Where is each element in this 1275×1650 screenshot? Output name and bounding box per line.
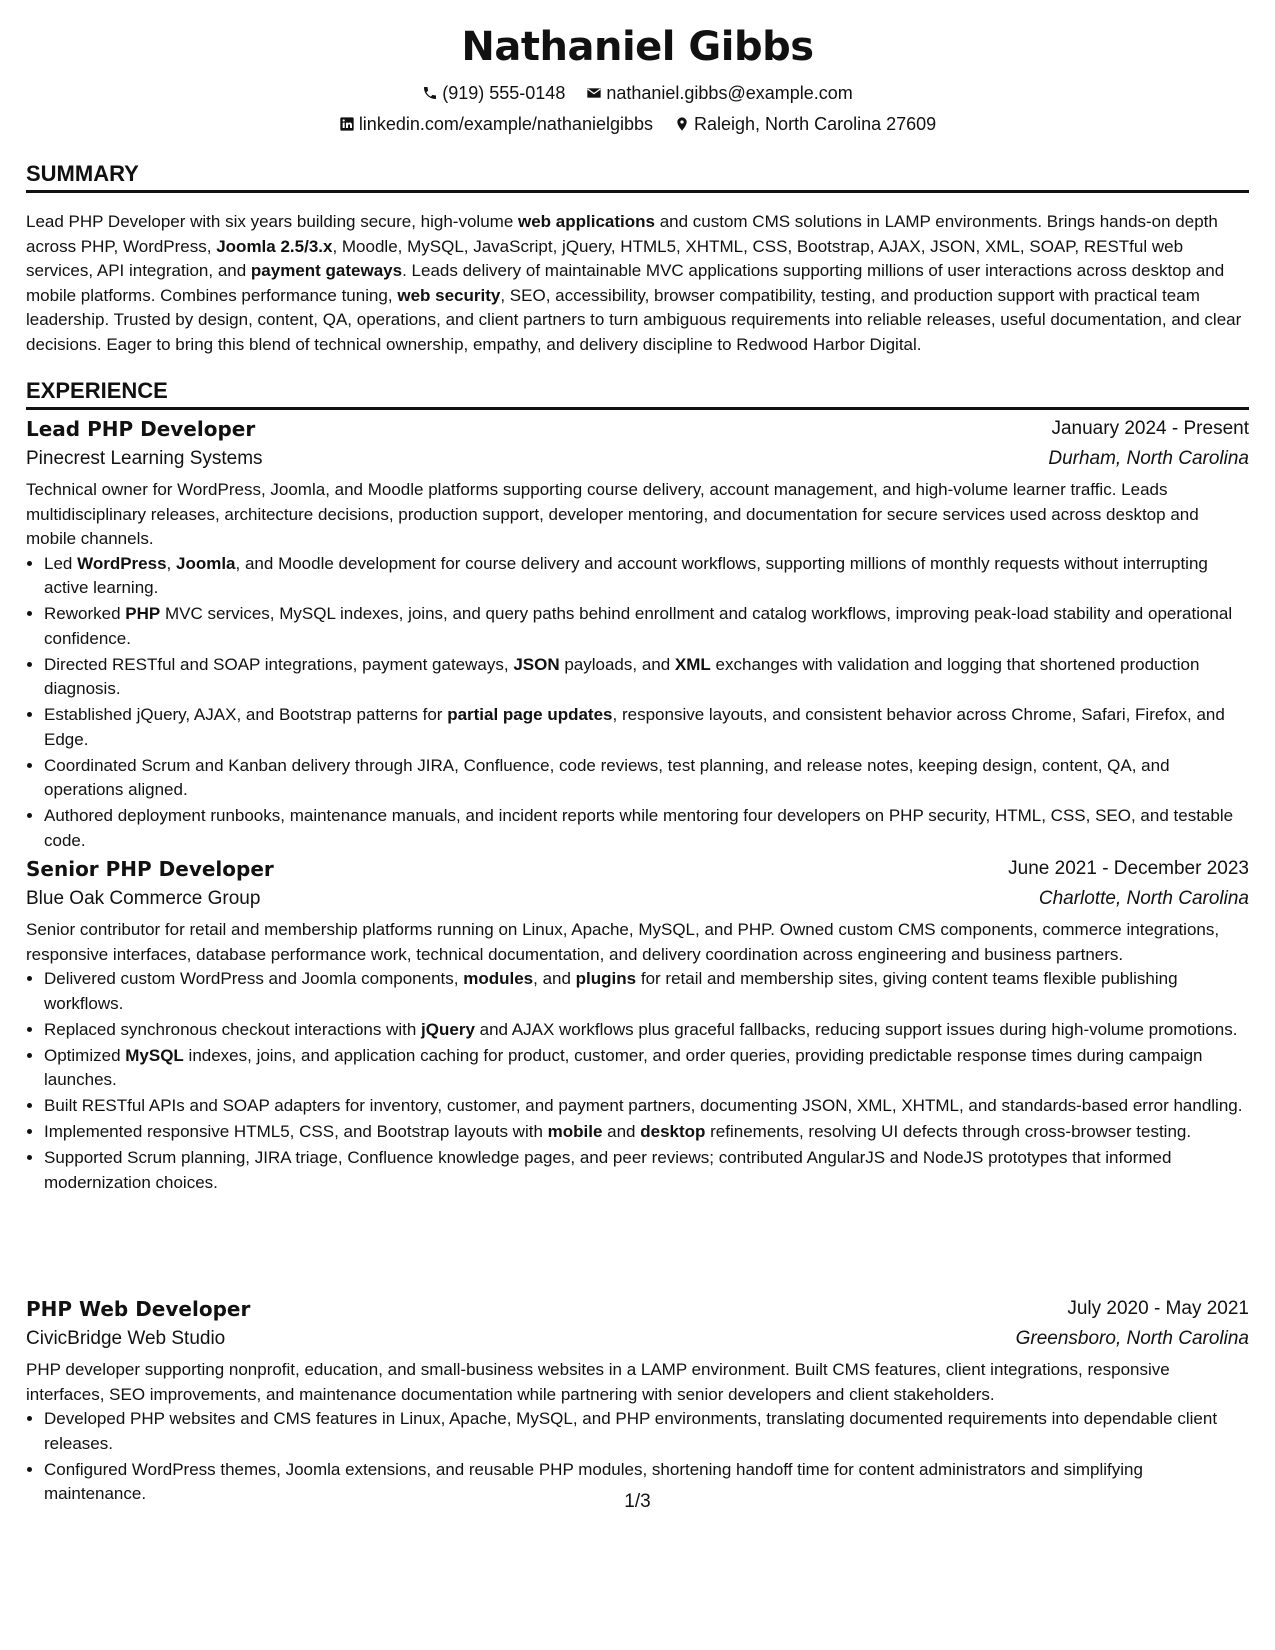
job-bullet [44, 602, 1249, 651]
text-run: Supported Scrum planning, JIRA triage, Confluence knowledge pages, and peer reviews; contributed AngularJS and NodeJS prototypes that informed modernization choices. [44, 1148, 1172, 1192]
text-run: , and [533, 969, 576, 988]
mail-icon [586, 85, 602, 101]
job-bullet-list [26, 967, 1249, 1195]
job-entry [26, 414, 1249, 855]
job-title: Senior PHP Developer [26, 857, 274, 881]
job-bullet [44, 1094, 1249, 1119]
job-bullet [44, 1120, 1249, 1145]
emphasis-text: jQuery [421, 1019, 475, 1039]
emphasis-text: MySQL [125, 1045, 184, 1065]
linkedin-icon [339, 116, 355, 132]
text-run: , SEO, accessibility, browser compatibility, testing, and production support with practical team leadership. Trusted by design, content, QA, operations, and client partners to turn ambiguous requirements into reliable releases, useful documentation, and clear decisions. Eager to bring this blend of technical ownership, empathy, and delivery discipline to Redwood Harbor Digital. [26, 285, 1242, 354]
emphasis-text: modules [463, 969, 534, 988]
text-run: for retail and membership sites, giving content teams flexible publishing workflows. [44, 969, 1178, 1013]
emphasis-text: WordPress [77, 553, 167, 573]
text-run: Established jQuery, AJAX, and Bootstrap patterns for [44, 705, 448, 724]
text-run: Optimized [44, 1045, 126, 1065]
text-run: Built RESTful APIs and SOAP adapters for inventory, customer, and payment partners, documenting JSON, XML, XHTML, and standards-based error handling. [44, 1096, 1243, 1115]
map-pin-icon [674, 116, 690, 132]
contact-location [674, 112, 936, 136]
text-run: and AJAX workflows plus graceful fallbacks, reducing support issues during high-volume promotions. [474, 1019, 1238, 1039]
linkedin-text[interactable]: linkedin.com/example/nathanielgibbs [358, 114, 653, 135]
job-bullet [44, 653, 1249, 702]
job-bullet [44, 1407, 1249, 1456]
emphasis-text: web security [397, 285, 501, 305]
text-run: , and Moodle development for course delivery and account workflows, supporting millions of monthly requests without interrupting active learning. [44, 553, 1208, 597]
text-run: Reworked [44, 604, 126, 623]
emphasis-text: Joomla 2.5/3.x [216, 236, 333, 256]
job-title: PHP Web Developer [26, 1297, 251, 1321]
job-location: Durham, North Carolina [1048, 448, 1249, 469]
summary-heading: SUMMARY [26, 160, 1249, 193]
emphasis-text: payment gateways [250, 261, 403, 280]
location-text: Raleigh, North Carolina 27609 [694, 114, 937, 135]
job-location: Greensboro, North Carolina [1015, 1328, 1249, 1349]
text-run: indexes, joins, and application caching for product, customer, and order queries, providing predictable response times during campaign launches. [44, 1045, 1203, 1089]
text-run: Authored deployment runbooks, maintenance manuals, and incident reports while mentoring four developers on PHP security, HTML, CSS, SEO, and testable code. [44, 806, 1234, 850]
text-run: Configured WordPress themes, Joomla extensions, and reusable PHP modules, shortening handoff time for content administrators and simplifying maintenance. [44, 1459, 1143, 1503]
job-subheader [26, 1324, 1249, 1354]
job-bullet [44, 1018, 1249, 1043]
job-subheader [26, 884, 1249, 914]
emphasis-text: JSON [513, 654, 560, 674]
job-header [26, 414, 1249, 444]
job-entry [26, 854, 1249, 1197]
job-bullet [44, 552, 1249, 601]
job-description: Senior contributor for retail and membership platforms running on Linux, Apache, MySQL, and PHP. Owned custom CMS components, commerce integrations, responsive interfaces, database performance work, technical documentation, and delivery coordination across engineering and business partners. [26, 920, 1220, 964]
emphasis-text: Joomla [176, 553, 236, 573]
summary-paragraph [26, 210, 1249, 357]
phone-icon [422, 85, 438, 101]
text-run: and custom CMS solutions in LAMP environments. Brings hands-on depth across PHP, WordPress, [26, 212, 1218, 256]
job-entry [26, 1294, 1249, 1508]
text-run: , [166, 553, 176, 573]
job-bullet [44, 703, 1249, 752]
contact-email[interactable] [586, 81, 852, 105]
text-run: Delivered custom WordPress and Joomla components, [44, 969, 464, 988]
emphasis-text: plugins [575, 969, 637, 988]
job-description: PHP developer supporting nonprofit, education, and small-business websites in a LAMP environment. Built CMS features, client integrations, responsive interfaces, SEO improvements, and maintenance documentation while partnering with senior developers and client stakeholders. [26, 1360, 1170, 1404]
job-dates: July 2020 - May 2021 [1067, 1298, 1249, 1319]
emphasis-text: XML [674, 654, 711, 674]
job-header [26, 1294, 1249, 1324]
emphasis-text: partial page updates [447, 705, 613, 724]
job-bullet [44, 1044, 1249, 1093]
contact-linkedin[interactable] [339, 112, 653, 136]
text-run: exchanges with validation and logging that shortened production diagnosis. [44, 654, 1200, 698]
text-run: Implemented responsive HTML5, CSS, and Bootstrap layouts with [44, 1122, 548, 1141]
text-run: Directed RESTful and SOAP integrations, payment gateways, [44, 654, 514, 674]
emphasis-text: mobile [547, 1122, 603, 1141]
text-run: , Moodle, MySQL, JavaScript, jQuery, HTML5, XHTML, CSS, Bootstrap, AJAX, JSON, XML, SOAP, RESTful web services, API integration, and [26, 236, 1184, 280]
job-description: Technical owner for WordPress, Joomla, and Moodle platforms supporting course delivery, account management, and high-volume learner traffic. Leads multidisciplinary releases, architecture decisions, production support, developer mentoring, and documentation for secure services used across desktop and mobile channels. [26, 480, 1199, 548]
job-company: Pinecrest Learning Systems [26, 448, 263, 469]
emphasis-text: PHP [125, 604, 161, 623]
text-run: , responsive layouts, and consistent behavior across Chrome, Safari, Firefox, and Edge. [44, 705, 1225, 749]
text-run: . Leads delivery of maintainable MVC applications supporting millions of user interactions across desktop and mobile platforms. Combines performance tuning, [26, 261, 1225, 305]
job-company: Blue Oak Commerce Group [26, 888, 261, 909]
phone-text: (919) 555-0148 [442, 83, 566, 104]
text-run: Developed PHP websites and CMS features in Linux, Apache, MySQL, and PHP environments, translating documented requirements into dependable client releases. [44, 1409, 1218, 1453]
text-run: and [602, 1122, 641, 1141]
job-company: CivicBridge Web Studio [26, 1328, 226, 1349]
job-dates: June 2021 - December 2023 [1008, 858, 1249, 879]
job-bullet-list [26, 552, 1249, 854]
text-run: Coordinated Scrum and Kanban delivery through JIRA, Confluence, code reviews, test planning, and release notes, keeping design, content, QA, and operations aligned. [44, 755, 1170, 799]
contact-line-primary [26, 80, 1249, 105]
job-bullet [44, 804, 1249, 853]
job-bullet [44, 1146, 1249, 1195]
text-run: MVC services, MySQL indexes, joins, and query paths behind enrollment and catalog workflows, improving peak-load stability and operational confidence. [44, 604, 1233, 648]
emphasis-text: desktop [640, 1122, 706, 1141]
job-bullet [44, 967, 1249, 1016]
contact-phone [422, 81, 565, 105]
candidate-name: Nathaniel Gibbs [461, 24, 814, 70]
job-location: Charlotte, North Carolina [1038, 888, 1249, 909]
contact-line-secondary [26, 111, 1249, 136]
job-title: Lead PHP Developer [26, 417, 256, 441]
text-run: refinements, resolving UI defects through cross-browser testing. [705, 1122, 1192, 1141]
job-subheader [26, 444, 1249, 474]
job-bullet [44, 754, 1249, 803]
text-run: Replaced synchronous checkout interactions with [44, 1019, 422, 1039]
job-header [26, 854, 1249, 884]
experience-heading: EXPERIENCE [26, 377, 1249, 410]
emphasis-text: web applications [518, 212, 655, 231]
job-dates: January 2024 - Present [1051, 418, 1249, 439]
email-text[interactable]: nathaniel.gibbs@example.com [606, 83, 853, 104]
page-number: 1/3 [624, 1491, 651, 1512]
text-run: payloads, and [559, 654, 675, 674]
text-run: Led [44, 553, 78, 573]
text-run: Lead PHP Developer with six years building secure, high-volume [26, 212, 518, 231]
